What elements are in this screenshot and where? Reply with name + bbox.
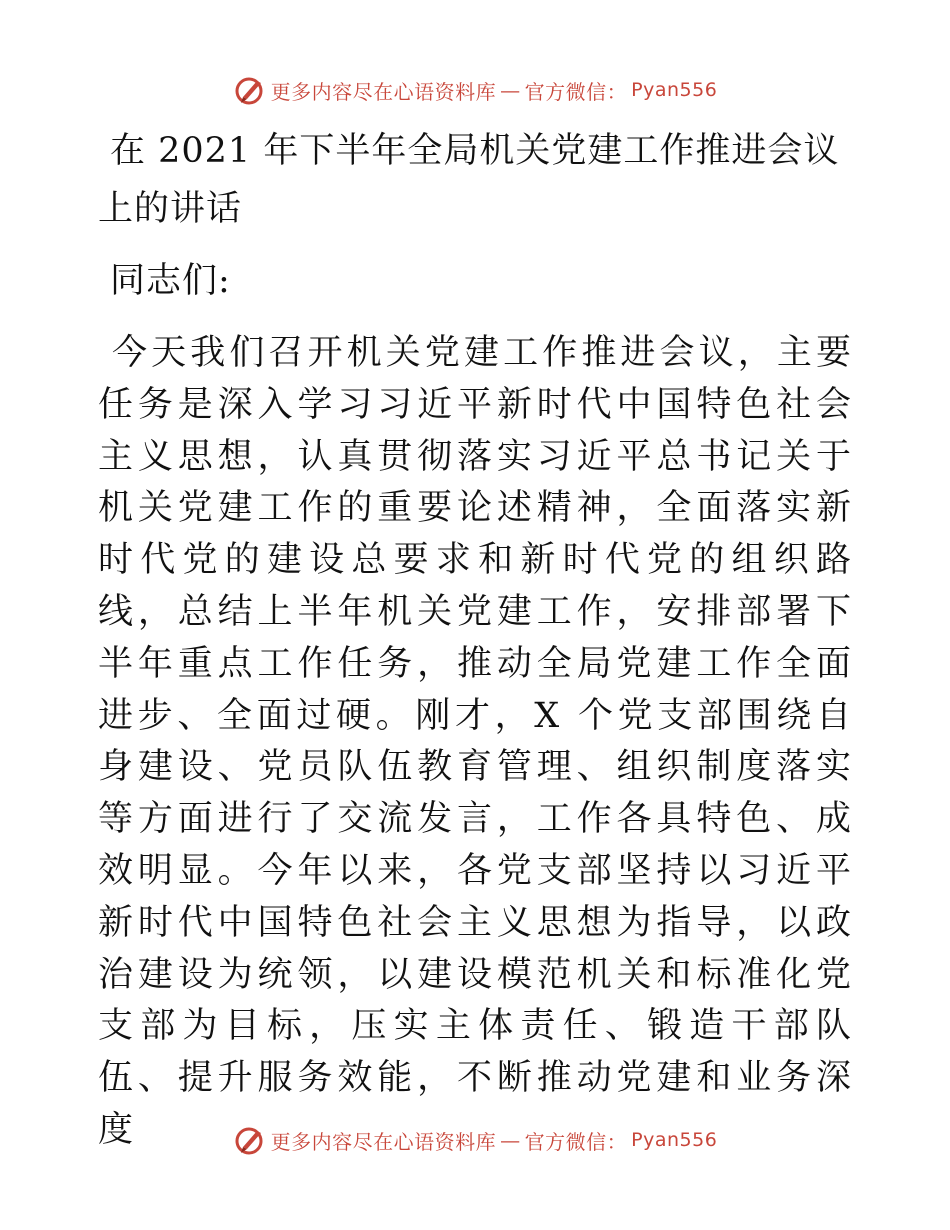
watermark-text: 更多内容尽在心语资料库 <box>270 79 497 104</box>
footer-watermark <box>0 1120 950 1160</box>
watermark-wechat-label: 官方微信： <box>524 1129 628 1154</box>
salutation: 同志们: <box>110 261 231 301</box>
body-paragraph: 今天我们召开机关党建工作推进会议，主要任务是深入学习习近平新时代中国特色社会主义思想，认真贯彻落实习近平总书记关于机关党建工作的重要论述精神，全面落实新时代党的建设总要求和新时代党的组织路线，总结上半年机关党建工作，安排部署下半年重点工作任务，推动全局党建工作全面进步、全面过硬。刚才，X 个党支部围绕自身建设、党员队伍教育管理、组织制度落实等方面进行了交流发言，工作各具特色、成效明显。今年以来，各党支部坚持以习近平新时代中国特色社会主义思想为指导，以政治建设为统领，以建设模范机关和标准化党支部为目标，压实主体责任、锻造干部队伍、提升服务效能，不断推动党建和业务深度 <box>98 333 854 1150</box>
watermark-separator: — <box>500 1128 521 1152</box>
document-title: 在 2021 年下半年全局机关党建工作推进会议上的讲话 <box>98 131 840 229</box>
watermark-wechat-label: 官方微信： <box>524 79 628 104</box>
pen-logo-icon <box>233 1123 267 1157</box>
header-watermark <box>0 70 950 110</box>
watermark-separator: — <box>500 78 521 102</box>
watermark-wechat-id: Pyan556 <box>631 79 718 101</box>
watermark-wechat-id: Pyan556 <box>631 1129 718 1151</box>
pen-logo-icon <box>233 73 267 107</box>
watermark-text: 更多内容尽在心语资料库 <box>270 1129 497 1154</box>
